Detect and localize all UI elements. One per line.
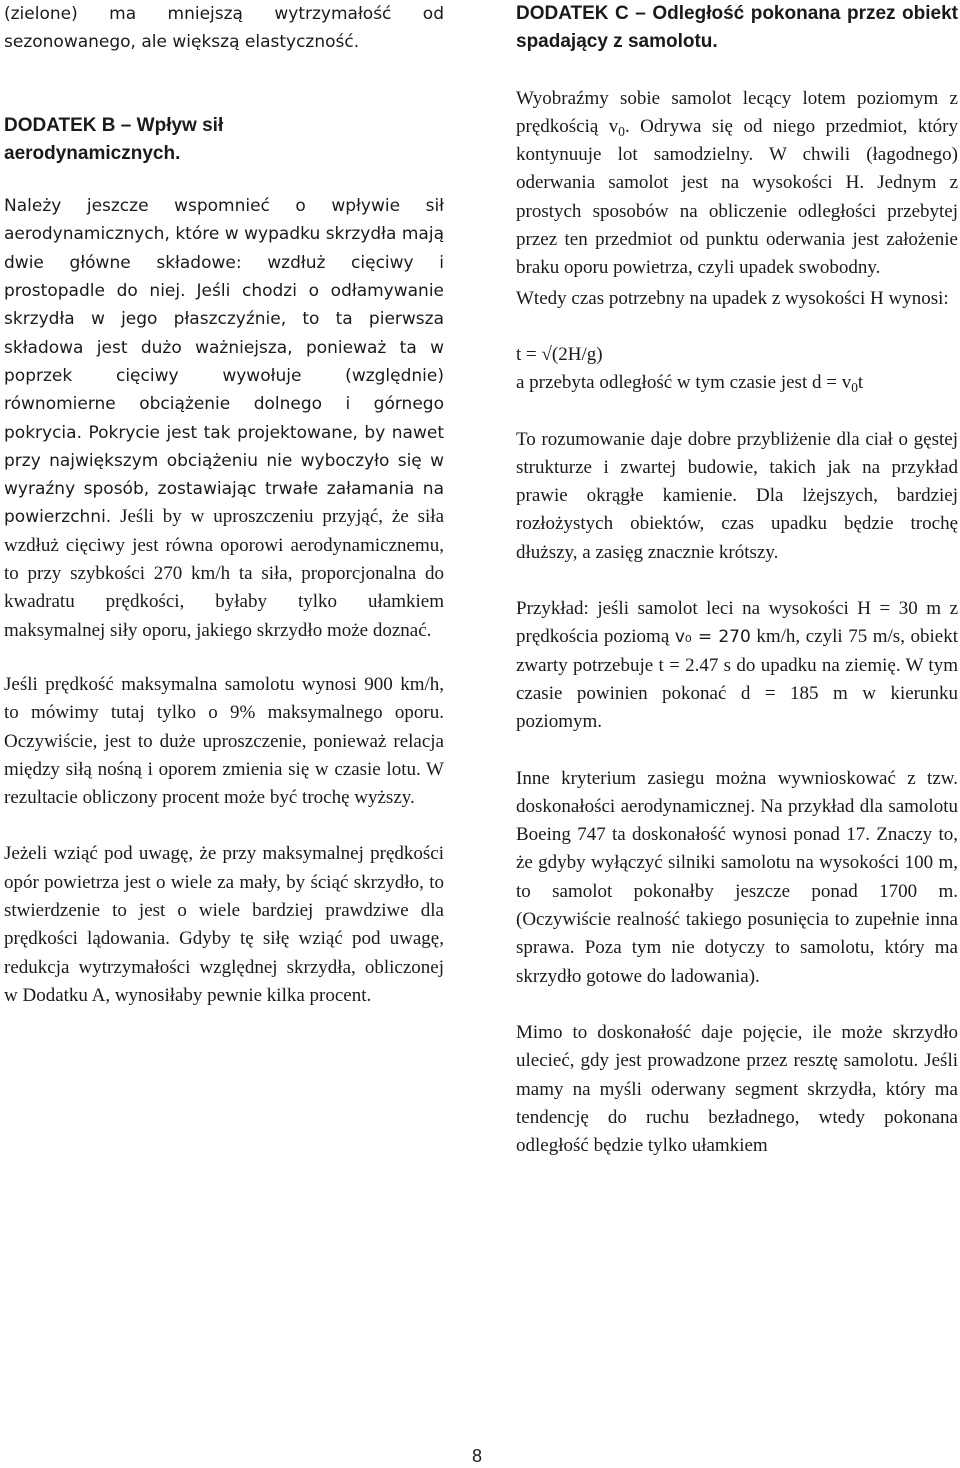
paragraph-1-text-a: Wyobraźmy sobie samolot lecący lotem poziomym z prędkością v [516, 87, 958, 137]
appendix-b-paragraph-2: Jeśli prędkość maksymalna samolotu wynosi 900 km/h, to mówimy tutaj tylko o 9% maksymalnego oporu. Oczywiście, jest to duże uproszczenie, ponieważ relacja między siłą nośną i oporem zmienia się w czasie lotu. W rezultacie obliczony procent może być trochę wyższy. [4, 673, 444, 809]
distance-formula-paragraph [516, 369, 958, 397]
right-column [516, 0, 958, 1160]
example-text-a: Przykład: jeśli samolot leci na wysokości H = 30 m z prędkościa poziomą [516, 598, 958, 648]
appendix-c-paragraph-4: To rozumowanie daje dobre przybliżenie dla ciał o gęstej strukturze i zwartej budowie, takich jak na przykład prawie okrągłe kamienie. Dla lżejszych, bardziej rozłożystych obiektów, czas upadku będzie trochę dłuższy, a zasięg znacznie krótszy. [516, 428, 958, 563]
paragraph-1-serif-part: Jeśli by w uproszczeniu przyjąć, że siła wzdłuż cięciwy jest równa oporowi aerodynamicznemu, to przy szybkości 270 km/h ta siła, proporcjonalna do kwadratu prędkości, byłaby tylko ułamkiem maksymalnej siły oporu, jakiego skrzydło może doznać. [4, 506, 445, 641]
distance-text-a: a przebyta odległość w tym czasie jest d = v [516, 372, 852, 394]
paragraph-1-text-b: . Odrywa się od niego przedmiot, który kontynuuje lot samodzielny. W chwili (łagodnego) oderwania samolot jest na wysokości H. Jednym z prostych sposobów na obliczenie odległości przebytej przez ten przedmiot od punktu oderwania jest założenie braku oporu powietrza, czyli upadek swobodny. [516, 115, 959, 279]
example-speed-value: v₀ = 270 [674, 627, 751, 648]
paragraph-1-sans-part: Należy jeszcze wspomnieć o wpływie sił aerodynamicznych, które w wypadku skrzydła mają dwie główne składowe: wzdłuż cięciwy i prostopadle do niej. [4, 196, 444, 302]
fall-time-formula: t = √(2H/g) [516, 343, 603, 365]
subscript-zero: 0 [618, 123, 625, 139]
intro-paragraph: (zielone) ma mniejszą wytrzymałość od sezonowanego, ale większą elastyczność. [4, 4, 444, 53]
appendix-c-paragraph-7: Mimo to doskonałość daje pojęcie, ile może skrzydło ulecieć, gdy jest prowadzone przez resztę samolotu. Jeśli mamy na myśli oderwany segment skrzydła, który ma tendencję do ruchu bezładnego, wtedy pokonana odległość będzie tylko ułamkiem [516, 1021, 958, 1157]
distance-text-b: t [857, 372, 864, 394]
appendix-c-paragraph-2: Wtedy czas potrzebny na upadek z wysokości H wynosi: [516, 287, 949, 309]
appendix-b-paragraph-1 [4, 192, 444, 645]
appendix-c-paragraph-6: Inne kryterium zasiegu można wywnioskować z tzw. doskonałości aerodynamicznej. Na przykład dla samolotu Boeing 747 ta doskonałość wynosi ponad 17. Znaczy to, że gdyby wyłączyć silniki samolotu na wysokości 100 m, to samolot pokonałby jeszcze ponad 1700 m. (Oczywiście realność takiego posunięcia to zupełnie inna sprawa. Poza tym nie dotyczy to samolotu, który ma skrzydło gotowe do ladowania). [516, 767, 958, 987]
appendix-c-paragraph-1 [516, 85, 958, 283]
appendix-c-heading: DODATEK C – Odległość pokonana przez obiekt spadający z samolotu. [516, 3, 958, 53]
paragraph-1-sans-part-2: Jeśli chodzi o odłamywanie skrzydła w jego płaszczyźnie, to ta pierwsza składowa jest dużo ważniejsza, ponieważ ta w poprzek cięciwy wywołuje (względnie) równomierne obciążenie dolnego i górnego pokrycia. Pokrycie jest tak projektowane, by nawet przy największym obciążeniu nie wyboczyło się w wyraźny sposób, zostawiając trwałe załamania na powierzchni. [4, 281, 445, 528]
left-column [4, 0, 444, 1010]
subscript-zero-2: 0 [851, 380, 858, 396]
appendix-b-paragraph-3: Jeżeli wziąć pod uwagę, że przy maksymalnej prędkości opór powietrza jest o wiele za mały, by ściąć skrzydło, to stwierdzenie to jest o wiele bardziej prawdziwe dla prędkości lądowania. Gdyby tę siłę wziąć pod uwagę, redukcja wytrzymałości względnej skrzydła, obliczonej w Dodatku A, wynosiłaby pewnie kilka procent. [4, 843, 444, 1006]
appendix-c-example-paragraph [516, 595, 958, 736]
appendix-b-heading: DODATEK B – Wpływ sił aerodynamicznych. [4, 114, 224, 164]
example-text-b: km/h, czyli 75 m/s, obiekt zwarty potrzebuje t = 2.47 s do upadku na ziemię. W tym czasie powinien pokonać d = 185 m w kierunku poziomym. [516, 626, 958, 733]
page-number: 8 [472, 1446, 483, 1466]
